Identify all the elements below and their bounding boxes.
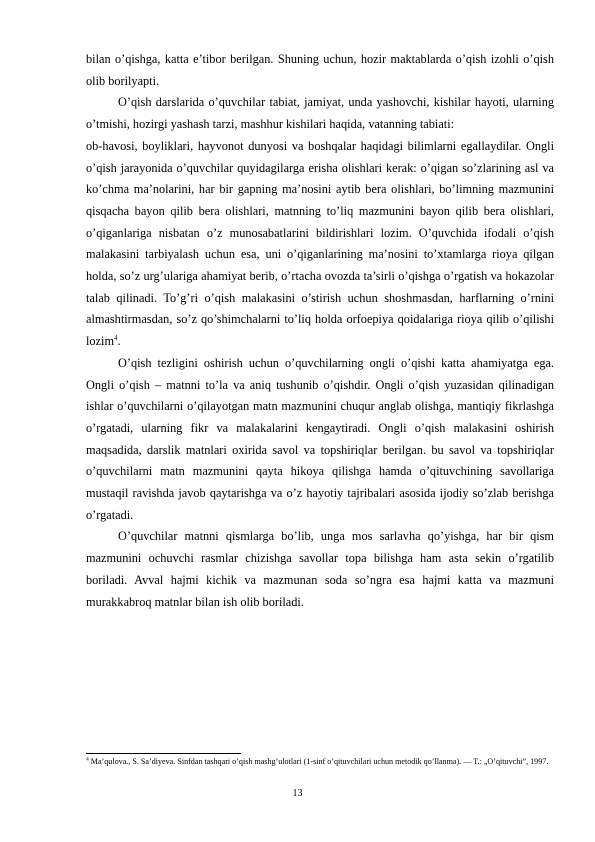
page-number: 13 <box>292 788 303 799</box>
paragraph-reading-lessons: O’qish darslarida o’quvchilar tabiat, jamiyat, unda yashovchi, kishilar hayoti, ularning o’tmishi, hozirgi yashash tarzi, mashhur kishilari haqida, vatanning tabiati: <box>86 95 554 132</box>
paragraph-knowledge <box>86 136 554 353</box>
paragraph-continuation: bilan o’qishga, katta e’tibor berilgan. Shuning uchun, hozir maktablarda o’qish izohli o’qish olib borilyapti. <box>86 52 554 88</box>
paragraph-knowledge-end: . <box>117 334 121 349</box>
paragraph-knowledge-text: ob-havosi, boyliklari, hayvonot dunyosi va boshqalar haqidagi bilimlarni egallaydilar. Ongli o’qish jarayonida o’quvchilar quyidagilarga erisha olishlari kerak: o’qigan so’zlarining asl va ko’chma ma’nolarini, har bir gapning ma’nosini aytib bera olishlari, bo’limning mazmunini qisqacha bayon qilib bera olishlari, matnning to’liq mazmunini bayon qilib bera olishlari, o’qiganlariga nisbatan o’z munosabatlarini bildirishlari lozim. O’quvchida ifodali o’qish malakasini tarbiyalash uchun esa, uni o’qiganlarining ma’nosini to’xtamlarga rioya qilgan holda, so’z urg’ulariga ahamiyat berib, o’rtacha ovozda ta’sirli o’qishga o’rgatish va hokazolar talab qilinadi. To’g’ri o’qish malakasini o’stirish uchun shoshmasdan, harflarning o’rnini almashtirmasdan, so’z qo’shimchalarni to’liq holda orfoepiya qoidalariga rioya qilib o’qilishi lozim <box>86 138 554 349</box>
footnote-separator <box>86 753 241 754</box>
paragraph-reading-speed: O’qish tezligini oshirish uchun o’quvchilarning ongli o’qishi katta ahamiyatga ega. Ongli o’qish – matnni to’la va aniq tushunib o’qishdir. Ongli o’qish yuzasidan qilinadigan ishlar o’quvchilarni o’qilayotgan matn mazmunini chuqur anglab olishga, mantiqiy fikrlashga o’rgatadi, ularning fikr va malakalarini kengaytiradi. Ongli o’qish malakasini oshirish maqsadida, darslik matnlari oxirida savol va topshiriqlar berilgan. bu savol va topshiriqlar o’quvchilarni matn mazmunini qayta hikoya qilishga hamda o’qituvchining savollariga mustaqil ravishda javob qaytarishga va o’z hayotiy tajribalari asosida ijodiy so’zlab berishga o’rgatadi. <box>86 355 554 522</box>
body-text <box>86 49 554 613</box>
footnote-reference: 4 <box>114 334 118 343</box>
footnote-marker: 4 <box>86 756 89 763</box>
paragraph-text-parts: O’quvchilar matnni qismlarga bo’lib, unga mos sarlavha qo’yishga, har bir qism mazmunini ochuvchi rasmlar chizishga savollar topa bilishga ham asta sekin o’rgatilib boriladi. Avval hajmi kichik va mazmunan soda so’ngra esa hajmi katta va mazmuni murakkabroq matnlar bilan ish olib boriladi. <box>86 529 554 609</box>
footnote <box>86 756 554 768</box>
footnote-text: Ma’qulova., S. Sa’diyeva. Sinfdan tashqari o’qish mashg’ulotlari (1-sinf o’qituvchilari uchun metodik qo’llanma). — T.: „O’qituvchi”, 1997. <box>88 757 549 766</box>
